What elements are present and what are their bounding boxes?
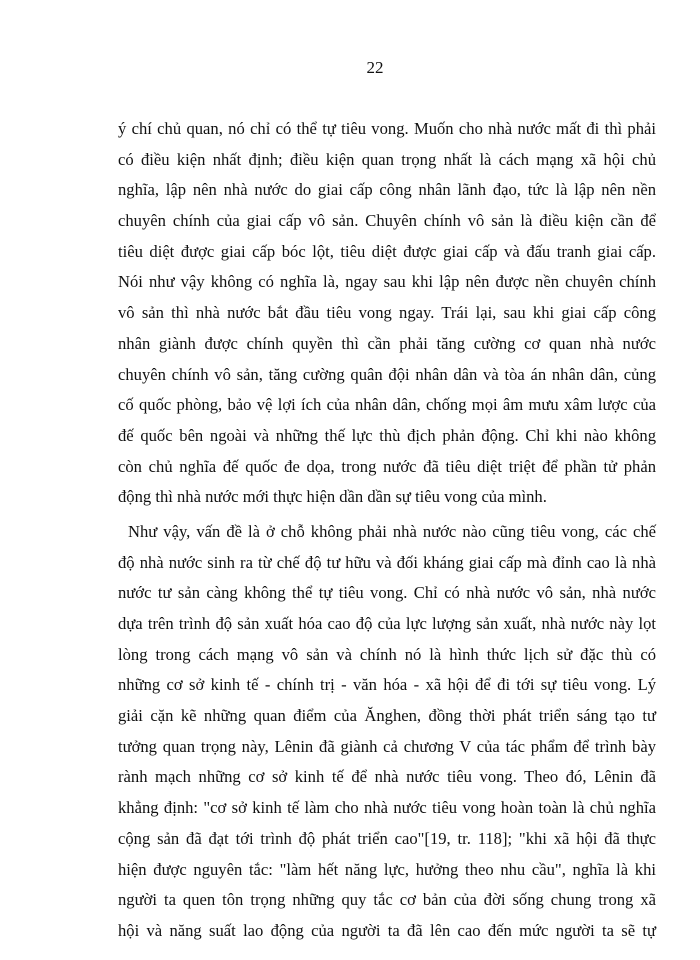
text-line: giải cặn kẽ những quan điểm của Ănghen, đồng thời phát triển sáng tạo tư — [118, 706, 656, 726]
text-line: khẳng định: "cơ sở kinh tế làm cho nhà nước tiêu vong hoàn toàn là chủ nghĩa — [118, 798, 656, 818]
text-line: người ta quen tôn trọng những quy tắc cơ bản của đời sống chung trong xã — [118, 890, 656, 910]
text-line: đế quốc bên ngoài và những thế lực thù địch phản động. Chỉ khi nào không — [118, 425, 656, 445]
text-line: độ nhà nước sinh ra từ chế độ tư hữu và đối kháng giai cấp mà đỉnh cao là nhà — [118, 552, 656, 572]
text-line: nhân giành được chính quyền thì cần phải tăng cường cơ quan nhà nước — [118, 333, 656, 353]
text-line: hội và năng suất lao động của người ta đã lên cao đến mức người ta sẽ tự — [118, 920, 656, 940]
page-number: 22 — [366, 58, 384, 77]
text-line: có điều kiện nhất định; điều kiện quan trọng nhất là cách mạng xã hội chủ — [118, 149, 656, 169]
text-line: dựa trên trình độ sản xuất hóa cao độ của lực lượng sản xuất, nhà nước này lọt — [118, 614, 656, 633]
text-line: tiêu diệt được giai cấp bóc lột, tiêu diệt được giai cấp và đấu tranh giai cấp. — [118, 241, 656, 261]
text-line: cố quốc phòng, bảo vệ lợi ích của nhân dân, chống mọi âm mưu xâm lược của — [118, 395, 656, 415]
text-line: những cơ sở kinh tế - chính trị - văn hóa - xã hội để đi tới sự tiêu vong. Lý — [118, 675, 656, 695]
text-line: chuyên chính của giai cấp vô sản. Chuyên chính vô sản là điều kiện cần để — [118, 211, 656, 231]
text-line: tưởng quan trọng này, Lênin đã giành cả chương V của tác phẩm để trình bày — [118, 736, 656, 756]
text-line: lòng trong cách mạng vô sản và chính nó là hình thức lịch sử đặc thù có — [118, 644, 656, 664]
text-line: ý chí chủ quan, nó chỉ có thể tự tiêu vong. Muốn cho nhà nước mất đi thì phải — [118, 119, 656, 138]
text-line: nghĩa, lập nên nhà nước do giai cấp công nhân lãnh đạo, tức là lập nên nền — [118, 180, 656, 200]
text-line: Nói như vậy không có nghĩa là, ngay sau khi lập nên được nền chuyên chính — [118, 272, 656, 292]
text-line: hiện được nguyên tắc: "làm hết năng lực, hưởng theo nhu cầu", nghĩa là khi — [118, 859, 656, 879]
paragraph-2 — [118, 517, 656, 947]
text-line: chuyên chính vô sản, tăng cường quân đội nhân dân và tòa án nhân dân, củng — [118, 364, 656, 384]
text-line: nước tư sản càng không thể tự tiêu vong. Chỉ có nhà nước vô sản, nhà nước — [118, 583, 656, 603]
text-line: cộng sản đã đạt tới trình độ phát triển cao"[19, tr. 118]; "khi xã hội đã thực — [118, 828, 656, 848]
text-line: rành mạch những cơ sở kinh tế để nhà nước tiêu vong. Theo đó, Lênin đã — [118, 767, 656, 787]
text-line: còn chủ nghĩa đế quốc đe dọa, trong nước đã tiêu diệt triệt để phần tử phản — [118, 456, 656, 476]
text-line: Như vậy, vấn đề là ở chỗ không phải nhà nước nào cũng tiêu vong, các chế — [128, 521, 656, 541]
text-line: động thì nhà nước mới thực hiện dần dần sự tiêu vong của mình. — [118, 487, 547, 507]
text-line: vô sản thì nhà nước bắt đầu tiêu vong ngay. Trái lại, sau khi giai cấp công — [118, 303, 656, 323]
paragraph-1 — [118, 114, 656, 513]
body-text — [118, 114, 656, 947]
